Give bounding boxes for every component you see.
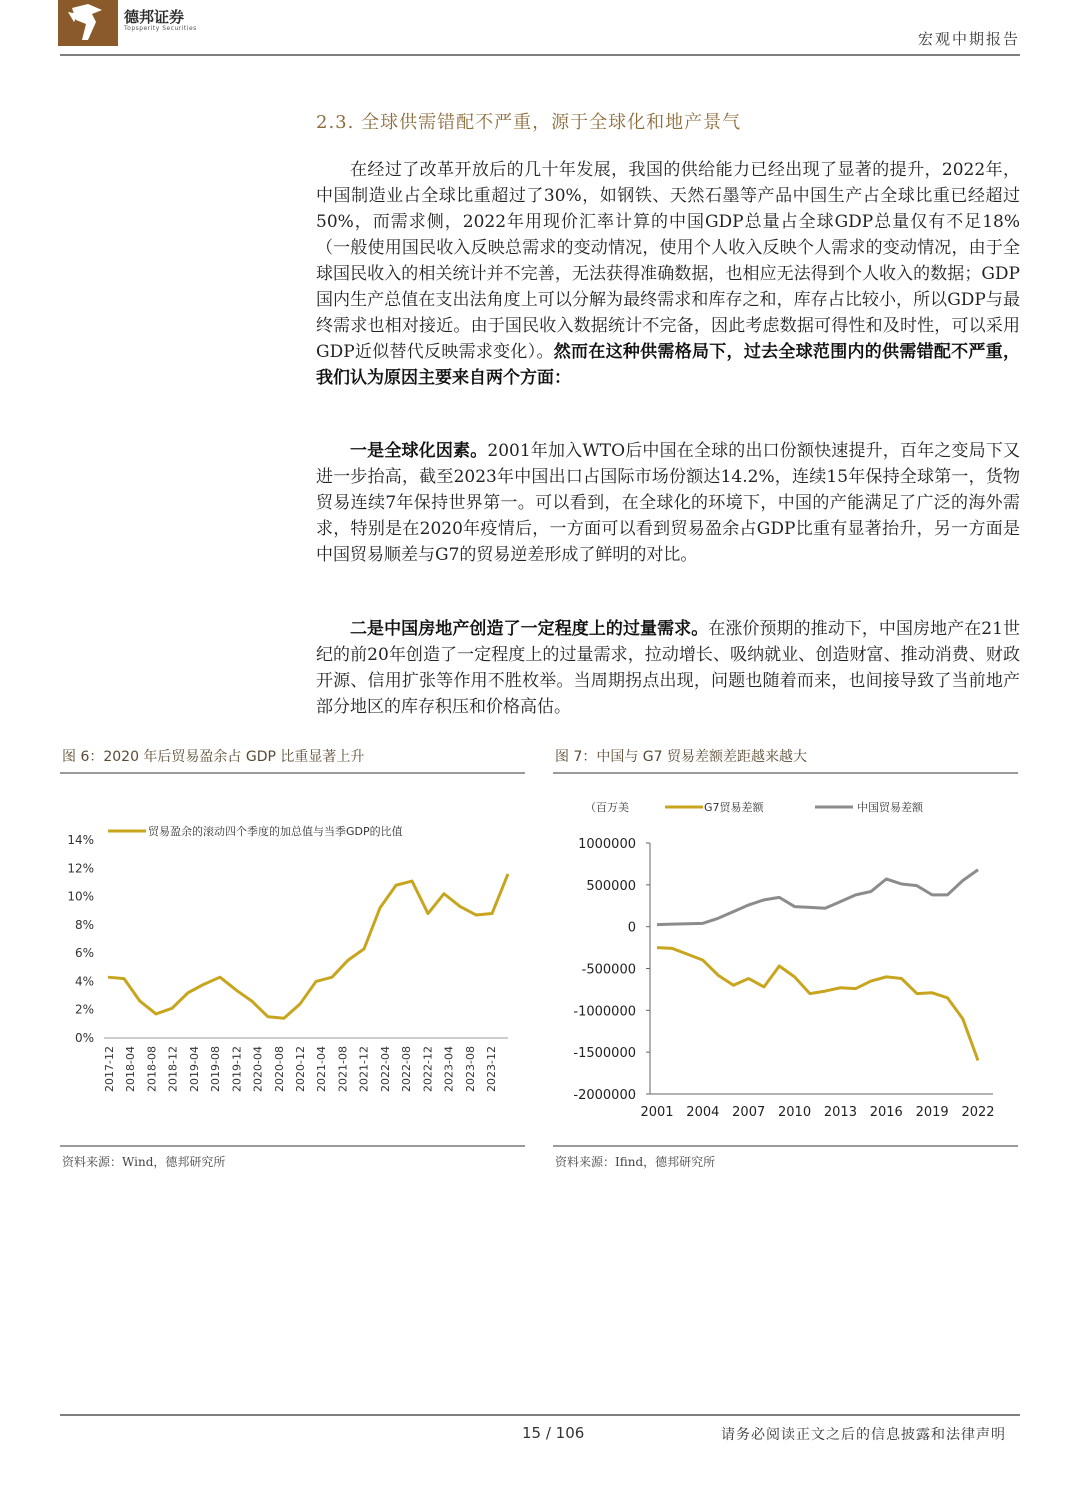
figure-6-top-rule [60, 772, 525, 774]
y-tick-label: 4% [74, 974, 94, 989]
x-tick-label: 2022-04 [378, 1046, 392, 1092]
x-tick-label: 2010 [778, 1105, 812, 1120]
x-tick-label: 2016 [869, 1105, 903, 1120]
x-tick-label: 2020-08 [272, 1046, 286, 1092]
x-tick-label: 2023-04 [442, 1046, 456, 1092]
unit-label: （百万美 [585, 801, 629, 814]
series-line-china [657, 870, 978, 925]
x-tick-label: 2023-08 [463, 1046, 477, 1092]
x-tick-label: 2022 [961, 1105, 995, 1120]
company-name-en: Topsperity Securities [124, 25, 197, 32]
x-tick-label: 2023-12 [485, 1046, 498, 1092]
x-tick-label: 2018-04 [124, 1046, 138, 1092]
x-tick-label: 2004 [686, 1105, 720, 1120]
series-line [108, 874, 508, 1018]
chart-trade-surplus-gdp [60, 780, 525, 1140]
paragraph-2-text: 2001年加入WTO后中国在全球的出口份额快速提升，百年之变局下又进一步抬高，截至2023年中国出口占国际市场份额达14.2%，连续15年保持全球第一，货物贸易连续7年保持世界第一。可以看到，在全球化的环境下，中国的产能满足了广泛的海外需求，特别是在2020年疫情后，一方面可以看到贸易盈余占GDP比重有显著抬升，另一方面是中国贸易顺差与G7的贸易逆差形成了鲜明的对比。 [316, 441, 1021, 565]
x-tick-label: 2017-12 [103, 1046, 116, 1092]
y-tick-label: -2000000 [573, 1088, 636, 1103]
y-tick-label: -500000 [581, 962, 636, 978]
paragraph-3 [316, 616, 1020, 720]
x-tick-label: 2018-08 [145, 1046, 159, 1092]
paragraph-1 [316, 157, 1020, 391]
x-tick-label: 2018-12 [166, 1046, 180, 1092]
y-tick-label: 0% [74, 1031, 94, 1045]
y-tick-label: 8% [74, 917, 94, 932]
y-tick-label: 6% [74, 946, 94, 961]
y-tick-label: 0 [627, 920, 636, 936]
paragraph-3-text: 在涨价预期的推动下，中国房地产在21世纪的前20年创造了一定程度上的过量需求，拉动增长、吸纳就业、创造财富、推动消费、财政开源、信用扩张等作用不胜枚举。当周期拐点出现，问题也随着而来，也间接导致了当前地产部分地区的库存积压和价格高估。 [316, 619, 1020, 717]
figure-7-source: 资料来源：Ifind，德邦研究所 [555, 1155, 716, 1169]
x-tick-label: 2001 [640, 1105, 674, 1120]
y-tick-label: 1000000 [578, 837, 636, 852]
legend-label: 贸易盈余的滚动四个季度的加总值与当季GDP的比值 [148, 825, 403, 838]
y-tick-label: -1500000 [573, 1046, 636, 1062]
y-tick-label: -1000000 [573, 1004, 636, 1020]
paragraph-1-text: 在经过了改革开放后的几十年发展，我国的供给能力已经出现了显著的提升，2022年，中国制造业占全球比重超过了30%，如钢铁、天然石墨等产品中国生产占全球比重已经超过50%，而需求侧，2022年用现价汇率计算的中国GDP总量占全球GDP总量仅有不足18%（一般使用国民收入反映总需求的变动情况，使用个人收入反映个人需求的变动情况，由于全球国民收入的相关统计并不完善，无法获得准确数据，也相应无法得到个人收入的数据；GDP国内生产总值在支出法角度上可以分解为最终需求和库存之和，库存占比较小，所以GDP与最终需求也相对接近。由于国民收入数据统计不完备，因此考虑数据可得性和及时性，可以采用GDP近似替代反映需求变化）。 [316, 160, 1020, 362]
y-tick-label: 500000 [586, 878, 636, 894]
footer-divider [60, 1414, 1020, 1416]
company-logo [58, 0, 118, 46]
x-tick-label: 2013 [823, 1105, 857, 1120]
y-tick-label: 14% [67, 833, 94, 847]
x-tick-label: 2020-12 [294, 1046, 307, 1092]
paragraph-1-emphasis: 然而在这种供需格局下，过去全球范围内的供需错配不严重，我们认为原因主要来自两个方面： [316, 342, 1020, 388]
figure-7-top-rule [553, 772, 1018, 774]
report-type: 宏观中期报告 [917, 30, 1020, 48]
x-tick-label: 2021-04 [315, 1046, 329, 1092]
paragraph-2 [316, 438, 1020, 568]
figure-6-source: 资料来源：Wind，德邦研究所 [62, 1155, 226, 1169]
legend-label-china: 中国贸易差额 [857, 801, 923, 814]
x-tick-label: 2021-08 [336, 1046, 350, 1092]
section-title: 2.3. 全球供需错配不严重，源于全球化和地产景气 [316, 112, 742, 133]
series-line-g7 [657, 948, 978, 1061]
y-tick-label: 2% [74, 1002, 94, 1017]
x-tick-label: 2019 [915, 1105, 949, 1120]
x-tick-label: 2019-12 [230, 1046, 244, 1092]
x-tick-label: 2022-12 [421, 1046, 435, 1092]
header-divider [60, 54, 1020, 56]
page-number: 15 / 106 [522, 1424, 585, 1442]
paragraph-2-lead: 一是全球化因素。 [350, 441, 488, 461]
x-tick-label: 2019-08 [209, 1046, 223, 1092]
x-tick-label: 2020-04 [251, 1046, 265, 1092]
figure-6-caption: 图 6：2020 年后贸易盈余占 GDP 比重显著上升 [62, 749, 365, 765]
legend-label-g7: G7贸易差额 [704, 801, 764, 814]
figure-7-bottom-rule [553, 1145, 1018, 1147]
x-tick-label: 2019-04 [187, 1046, 201, 1092]
y-tick-label: 10% [67, 889, 94, 904]
chart-trade-balance-china-g7 [553, 780, 1018, 1140]
y-tick-label: 12% [67, 861, 94, 876]
footer-disclaimer: 请务必阅读正文之后的信息披露和法律声明 [721, 1427, 1006, 1443]
x-tick-label: 2007 [732, 1105, 766, 1120]
figure-7-caption: 图 7：中国与 G7 贸易差额差距越来越大 [555, 749, 808, 765]
figure-6-bottom-rule [60, 1145, 525, 1147]
x-tick-label: 2022-08 [400, 1046, 414, 1092]
x-tick-label: 2021-12 [357, 1046, 371, 1092]
paragraph-3-lead: 二是中国房地产创造了一定程度上的过量需求。 [350, 619, 709, 639]
company-name: 德邦证券 [124, 8, 185, 26]
